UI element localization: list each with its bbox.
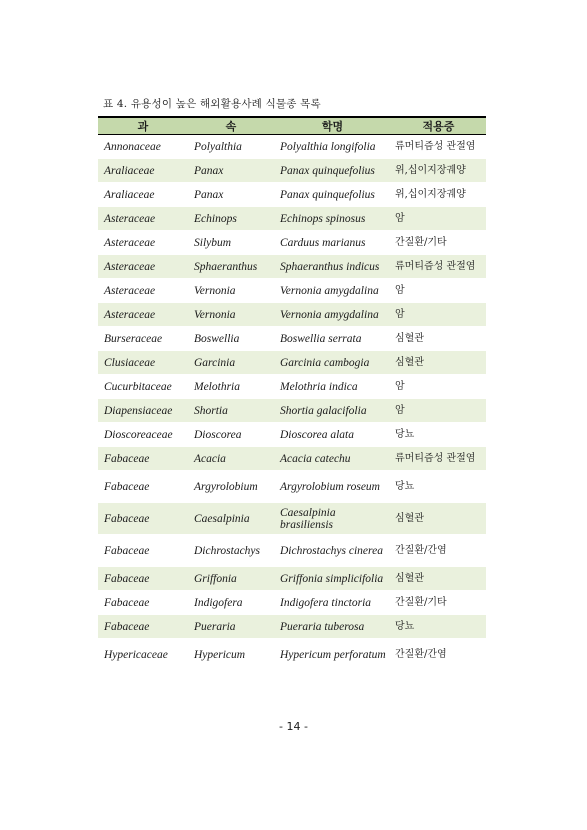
table-row (98, 255, 486, 279)
table-row (98, 159, 486, 183)
table-header-row (98, 117, 486, 135)
cell-indication: 심혈관 (391, 503, 486, 535)
cell-indication: 간질환/간염 (391, 535, 486, 567)
cell-genus: Argyrolobium (188, 471, 274, 503)
cell-family: Clusiaceae (98, 351, 188, 375)
cell-genus: Panax (188, 183, 274, 207)
cell-family: Asteraceae (98, 279, 188, 303)
header-family: 과 (98, 117, 188, 135)
cell-scientific-name: Boswellia serrata (274, 327, 391, 351)
cell-scientific-name: Dichrostachys cinerea (274, 535, 391, 567)
table-row (98, 423, 486, 447)
cell-indication: 위,십이지장궤양 (391, 159, 486, 183)
cell-indication: 간질환/간염 (391, 639, 486, 671)
cell-scientific-name: Argyrolobium roseum (274, 471, 391, 503)
page-number: - 14 - (279, 720, 308, 733)
cell-genus: Dichrostachys (188, 535, 274, 567)
cell-scientific-name: Vernonia amygdalina (274, 303, 391, 327)
cell-scientific-name: Panax quinquefolius (274, 159, 391, 183)
cell-genus: Hypericum (188, 639, 274, 671)
cell-scientific-name: Vernonia amygdalina (274, 279, 391, 303)
cell-indication: 당뇨 (391, 423, 486, 447)
cell-indication: 암 (391, 279, 486, 303)
cell-scientific-name: Griffonia simplicifolia (274, 567, 391, 591)
cell-scientific-name: Caesalpinia brasiliensis (274, 503, 391, 535)
table-row (98, 207, 486, 231)
cell-scientific-name: Polyalthia longifolia (274, 135, 391, 159)
table-row (98, 351, 486, 375)
cell-scientific-name: Carduus marianus (274, 231, 391, 255)
cell-indication: 위,십이지장궤양 (391, 183, 486, 207)
table-row (98, 279, 486, 303)
cell-family: Asteraceae (98, 255, 188, 279)
cell-genus: Echinops (188, 207, 274, 231)
cell-family: Araliaceae (98, 159, 188, 183)
cell-indication: 심혈관 (391, 327, 486, 351)
cell-indication: 당뇨 (391, 471, 486, 503)
cell-family: Asteraceae (98, 231, 188, 255)
cell-genus: Pueraria (188, 615, 274, 639)
cell-scientific-name: Hypericum perforatum (274, 639, 391, 671)
table-row (98, 375, 486, 399)
table-row (98, 231, 486, 255)
cell-family: Diapensiaceae (98, 399, 188, 423)
plant-species-table (98, 116, 486, 671)
cell-indication: 암 (391, 375, 486, 399)
table-row (98, 447, 486, 471)
cell-genus: Dioscorea (188, 423, 274, 447)
cell-genus: Indigofera (188, 591, 274, 615)
table-row (98, 591, 486, 615)
cell-genus: Vernonia (188, 279, 274, 303)
cell-scientific-name: Garcinia cambogia (274, 351, 391, 375)
cell-genus: Melothria (188, 375, 274, 399)
table-row (98, 399, 486, 423)
cell-family: Fabaceae (98, 567, 188, 591)
cell-family: Fabaceae (98, 503, 188, 535)
cell-scientific-name: Indigofera tinctoria (274, 591, 391, 615)
table-row (98, 535, 486, 567)
table-row (98, 567, 486, 591)
cell-family: Fabaceae (98, 591, 188, 615)
cell-scientific-name: Sphaeranthus indicus (274, 255, 391, 279)
cell-family: Annonaceae (98, 135, 188, 159)
cell-genus: Silybum (188, 231, 274, 255)
cell-genus: Boswellia (188, 327, 274, 351)
cell-family: Fabaceae (98, 447, 188, 471)
table-caption: 표 4. 유용성이 높은 해외활용사례 식물종 목록 (103, 98, 321, 110)
cell-genus: Vernonia (188, 303, 274, 327)
cell-indication: 심혈관 (391, 351, 486, 375)
cell-family: Fabaceae (98, 615, 188, 639)
table-row (98, 639, 486, 671)
cell-family: Asteraceae (98, 207, 188, 231)
table-row (98, 503, 486, 535)
cell-family: Fabaceae (98, 535, 188, 567)
cell-indication: 심혈관 (391, 567, 486, 591)
table-row (98, 327, 486, 351)
cell-scientific-name: Pueraria tuberosa (274, 615, 391, 639)
cell-scientific-name: Echinops spinosus (274, 207, 391, 231)
cell-genus: Panax (188, 159, 274, 183)
header-genus: 속 (188, 117, 274, 135)
cell-genus: Polyalthia (188, 135, 274, 159)
cell-scientific-name: Melothria indica (274, 375, 391, 399)
cell-indication: 당뇨 (391, 615, 486, 639)
cell-indication: 간질환/기타 (391, 231, 486, 255)
cell-indication: 암 (391, 399, 486, 423)
cell-scientific-name: Acacia catechu (274, 447, 391, 471)
cell-indication: 암 (391, 207, 486, 231)
cell-family: Asteraceae (98, 303, 188, 327)
cell-scientific-name: Dioscorea alata (274, 423, 391, 447)
cell-genus: Griffonia (188, 567, 274, 591)
cell-genus: Garcinia (188, 351, 274, 375)
cell-family: Cucurbitaceae (98, 375, 188, 399)
cell-genus: Acacia (188, 447, 274, 471)
cell-family: Burseraceae (98, 327, 188, 351)
cell-indication: 류머티즘성 관절염 (391, 255, 486, 279)
cell-family: Fabaceae (98, 471, 188, 503)
table-row (98, 183, 486, 207)
cell-genus: Caesalpinia (188, 503, 274, 535)
cell-family: Hypericaceae (98, 639, 188, 671)
header-scientific-name: 학명 (274, 117, 391, 135)
table-row (98, 135, 486, 159)
cell-scientific-name: Panax quinquefolius (274, 183, 391, 207)
cell-family: Dioscoreaceae (98, 423, 188, 447)
cell-genus: Sphaeranthus (188, 255, 274, 279)
table-row (98, 615, 486, 639)
cell-genus: Shortia (188, 399, 274, 423)
table-row (98, 471, 486, 503)
cell-scientific-name: Shortia galacifolia (274, 399, 391, 423)
cell-family: Araliaceae (98, 183, 188, 207)
cell-indication: 간질환/기타 (391, 591, 486, 615)
cell-indication: 암 (391, 303, 486, 327)
cell-indication: 류머티즘성 관절염 (391, 135, 486, 159)
table-row (98, 303, 486, 327)
cell-indication: 류머티즘성 관절염 (391, 447, 486, 471)
header-indication: 적용증 (391, 117, 486, 135)
